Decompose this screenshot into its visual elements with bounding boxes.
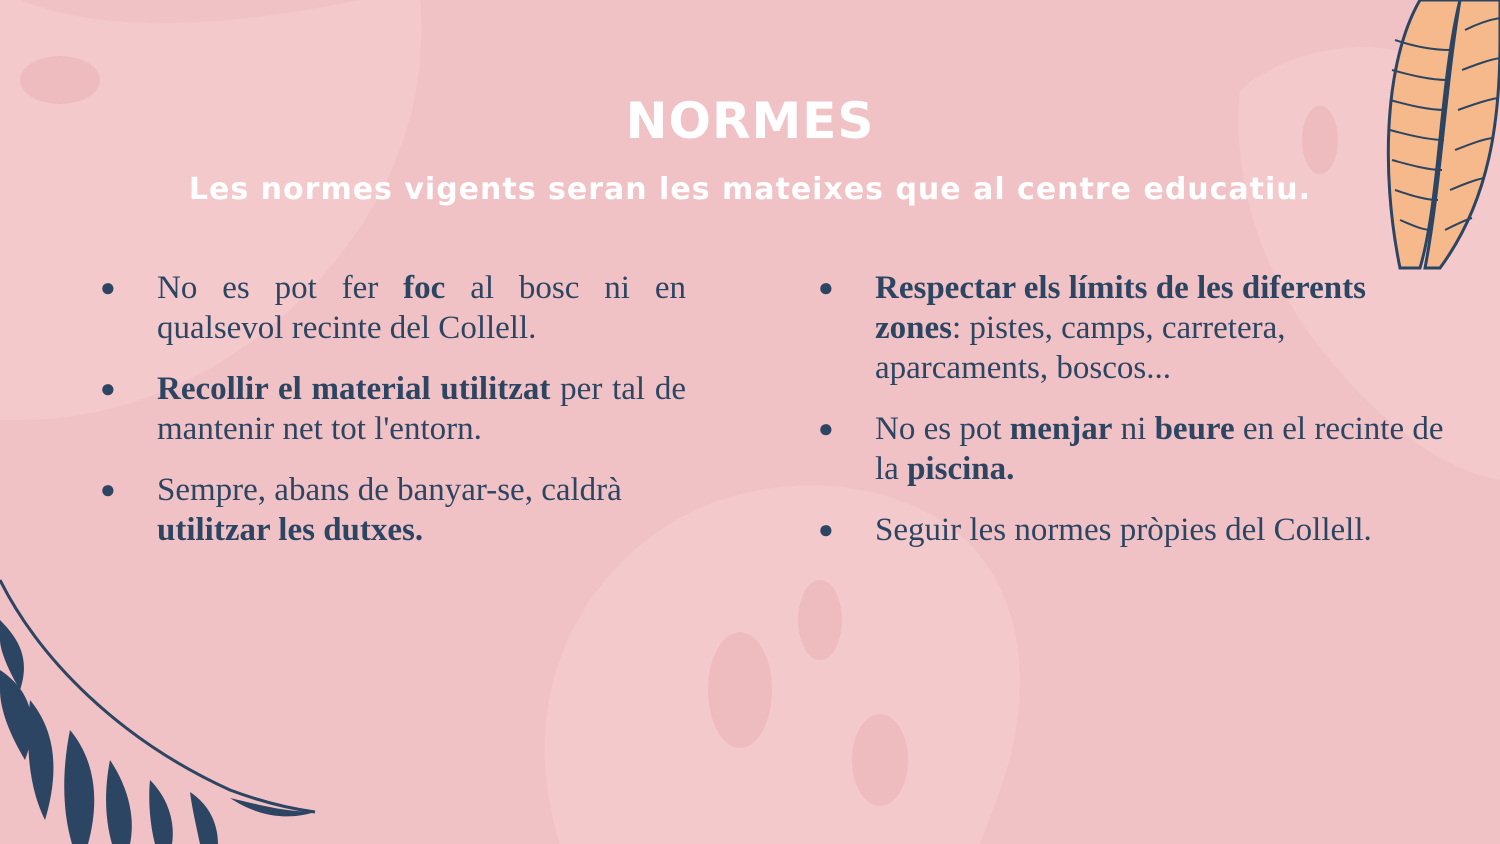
slide-subtitle: Les normes vigents seran les mateixes que al centre educatiu.: [188, 172, 1312, 207]
bullet-icon: ●: [818, 515, 834, 544]
list-item: [100, 470, 686, 550]
bullet-icon: ●: [100, 273, 116, 302]
rule-text: : pistes, camps, carretera, aparcaments, boscos...: [875, 310, 1286, 386]
rule-keyword: piscina.: [907, 451, 1015, 487]
rule-keyword: Respectar els límits de les diferents zones: [875, 270, 1366, 346]
rule-keyword: menjar: [1009, 411, 1113, 447]
list-item: [818, 409, 1458, 489]
rule-keyword: utilitzar les dutxes.: [157, 512, 424, 548]
rule-text: No es pot fer: [157, 270, 404, 306]
rule-text: Seguir les normes pròpies del Collell.: [875, 512, 1372, 548]
rule-text: al bosc ni en qualsevol recinte del Collell.: [157, 270, 686, 346]
list-item: [818, 268, 1458, 388]
rule-text: en el recinte de la: [875, 411, 1444, 487]
rule-keyword: foc: [403, 270, 446, 306]
palm-frond-icon: [0, 580, 315, 844]
rule-text: Sempre, abans de banyar-se, caldrà: [157, 472, 622, 508]
rule-keyword: beure: [1154, 411, 1235, 447]
list-item: [100, 369, 686, 449]
rule-keyword: Recollir el material utilitzat: [157, 371, 551, 407]
bullet-icon: ●: [818, 414, 834, 443]
rule-text: No es pot: [875, 411, 1010, 447]
rules-list-left: [100, 268, 686, 571]
list-item: [100, 268, 686, 348]
bullet-icon: ●: [100, 475, 116, 504]
list-item: [818, 510, 1458, 550]
bullet-icon: ●: [818, 273, 834, 302]
rules-list-right: [818, 268, 1458, 571]
bullet-icon: ●: [100, 374, 116, 403]
slide-title: NORMES: [625, 92, 875, 150]
rule-text: ni: [1112, 411, 1155, 447]
rule-text: per tal de mantenir net tot l'entorn.: [157, 371, 686, 447]
